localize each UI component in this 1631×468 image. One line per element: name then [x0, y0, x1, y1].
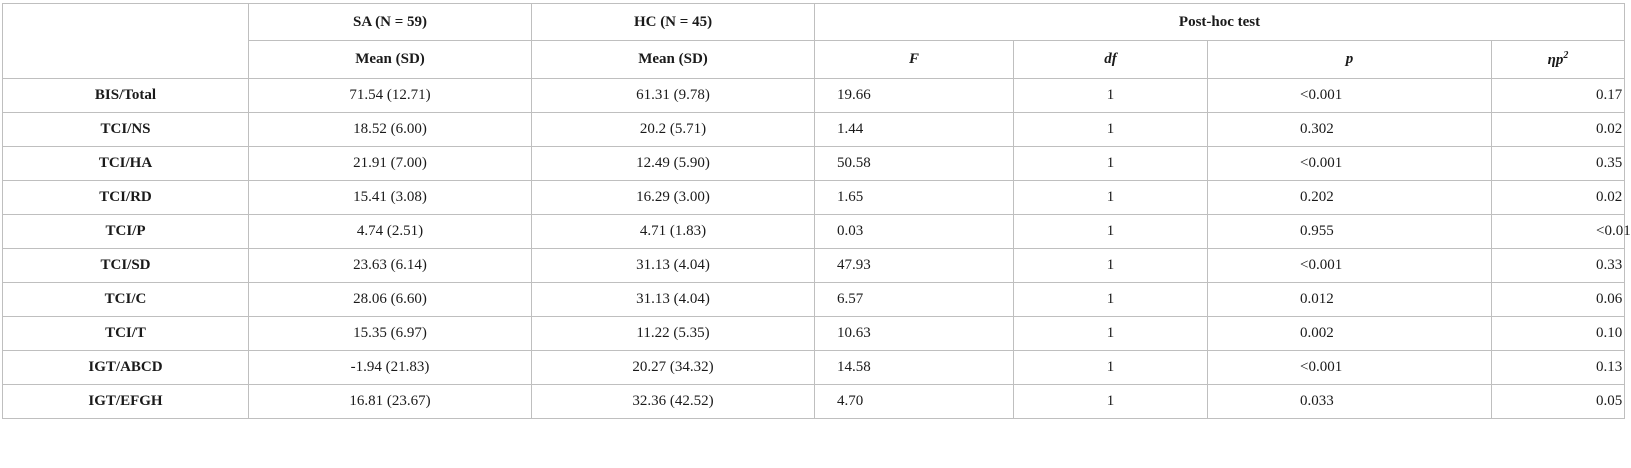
header-eta [1492, 41, 1625, 79]
cell-df: 1 [1014, 283, 1208, 317]
cell-df: 1 [1014, 351, 1208, 385]
header-hc-group: HC (N = 45) [532, 4, 815, 41]
row-label: TCI/NS [3, 113, 249, 147]
row-label: IGT/ABCD [3, 351, 249, 385]
cell-sa-mean-sd: 21.91 (7.00) [249, 147, 532, 181]
header-p: p [1208, 41, 1492, 79]
row-label: TCI/HA [3, 147, 249, 181]
cell-eta: 0.06 [1492, 283, 1625, 317]
cell-df: 1 [1014, 79, 1208, 113]
cell-df: 1 [1014, 147, 1208, 181]
header-df: df [1014, 41, 1208, 79]
results-table [2, 3, 1631, 419]
cell-hc-mean-sd: 20.2 (5.71) [532, 113, 815, 147]
cell-p: 0.033 [1208, 385, 1492, 419]
cell-hc-mean-sd: 31.13 (4.04) [532, 283, 815, 317]
cell-hc-mean-sd: 31.13 (4.04) [532, 249, 815, 283]
header-eta-superscript: 2 [1563, 50, 1569, 61]
cell-p: <0.001 [1208, 351, 1492, 385]
cell-sa-mean-sd: 23.63 (6.14) [249, 249, 532, 283]
cell-hc-mean-sd: 20.27 (34.32) [532, 351, 815, 385]
cell-sa-mean-sd: 16.81 (23.67) [249, 385, 532, 419]
row-label: TCI/C [3, 283, 249, 317]
row-label: TCI/P [3, 215, 249, 249]
cell-sa-mean-sd: 15.41 (3.08) [249, 181, 532, 215]
cell-f: 50.58 [815, 147, 1014, 181]
cell-p: <0.001 [1208, 79, 1492, 113]
cell-p: <0.001 [1208, 249, 1492, 283]
header-sa-group: SA (N = 59) [249, 4, 532, 41]
cell-eta: 0.02 [1492, 113, 1625, 147]
cell-hc-mean-sd: 12.49 (5.90) [532, 147, 815, 181]
cell-f: 0.03 [815, 215, 1014, 249]
cell-eta: 0.35 [1492, 147, 1625, 181]
cell-f: 1.65 [815, 181, 1014, 215]
cell-df: 1 [1014, 249, 1208, 283]
cell-hc-mean-sd: 4.71 (1.83) [532, 215, 815, 249]
cell-p: 0.012 [1208, 283, 1492, 317]
cell-p: 0.002 [1208, 317, 1492, 351]
cell-eta: 0.05 [1492, 385, 1625, 419]
table-row [3, 317, 1625, 351]
cell-hc-mean-sd: 16.29 (3.00) [532, 181, 815, 215]
header-f: F [815, 41, 1014, 79]
header-hc-mean-sd: Mean (SD) [532, 41, 815, 79]
table-row [3, 385, 1625, 419]
cell-eta: 0.10 [1492, 317, 1625, 351]
cell-sa-mean-sd: 4.74 (2.51) [249, 215, 532, 249]
cell-eta: 0.17 [1492, 79, 1625, 113]
cell-f: 6.57 [815, 283, 1014, 317]
table-row [3, 283, 1625, 317]
row-label: IGT/EFGH [3, 385, 249, 419]
table-body [3, 79, 1631, 419]
corner-cell [3, 4, 249, 79]
cell-eta: <0.01 [1492, 215, 1625, 249]
table-row [3, 79, 1625, 113]
cell-p: 0.955 [1208, 215, 1492, 249]
cell-sa-mean-sd: 28.06 (6.60) [249, 283, 532, 317]
table-row [3, 181, 1625, 215]
cell-p: 0.302 [1208, 113, 1492, 147]
cell-f: 4.70 [815, 385, 1014, 419]
table-row [3, 215, 1625, 249]
cell-f: 1.44 [815, 113, 1014, 147]
cell-hc-mean-sd: 61.31 (9.78) [532, 79, 815, 113]
cell-f: 47.93 [815, 249, 1014, 283]
row-label: TCI/RD [3, 181, 249, 215]
cell-sa-mean-sd: -1.94 (21.83) [249, 351, 532, 385]
cell-hc-mean-sd: 11.22 (5.35) [532, 317, 815, 351]
cell-p: <0.001 [1208, 147, 1492, 181]
header-posthoc: Post-hoc test [815, 4, 1625, 41]
header-row-groups [3, 4, 1625, 41]
cell-eta: 0.02 [1492, 181, 1625, 215]
row-label: BIS/Total [3, 79, 249, 113]
table-row [3, 249, 1625, 283]
cell-sa-mean-sd: 18.52 (6.00) [249, 113, 532, 147]
table-row [3, 147, 1625, 181]
cell-eta: 0.13 [1492, 351, 1625, 385]
cell-sa-mean-sd: 71.54 (12.71) [249, 79, 532, 113]
cell-df: 1 [1014, 215, 1208, 249]
row-label: TCI/T [3, 317, 249, 351]
cell-df: 1 [1014, 317, 1208, 351]
header-sa-mean-sd: Mean (SD) [249, 41, 532, 79]
row-label: TCI/SD [3, 249, 249, 283]
cell-f: 10.63 [815, 317, 1014, 351]
cell-eta: 0.33 [1492, 249, 1625, 283]
table-row [3, 113, 1625, 147]
cell-f: 19.66 [815, 79, 1014, 113]
cell-sa-mean-sd: 15.35 (6.97) [249, 317, 532, 351]
cell-df: 1 [1014, 181, 1208, 215]
cell-p: 0.202 [1208, 181, 1492, 215]
cell-df: 1 [1014, 113, 1208, 147]
cell-hc-mean-sd: 32.36 (42.52) [532, 385, 815, 419]
header-eta-symbol: ηp [1547, 52, 1564, 68]
table-row [3, 351, 1625, 385]
cell-f: 14.58 [815, 351, 1014, 385]
cell-df: 1 [1014, 385, 1208, 419]
